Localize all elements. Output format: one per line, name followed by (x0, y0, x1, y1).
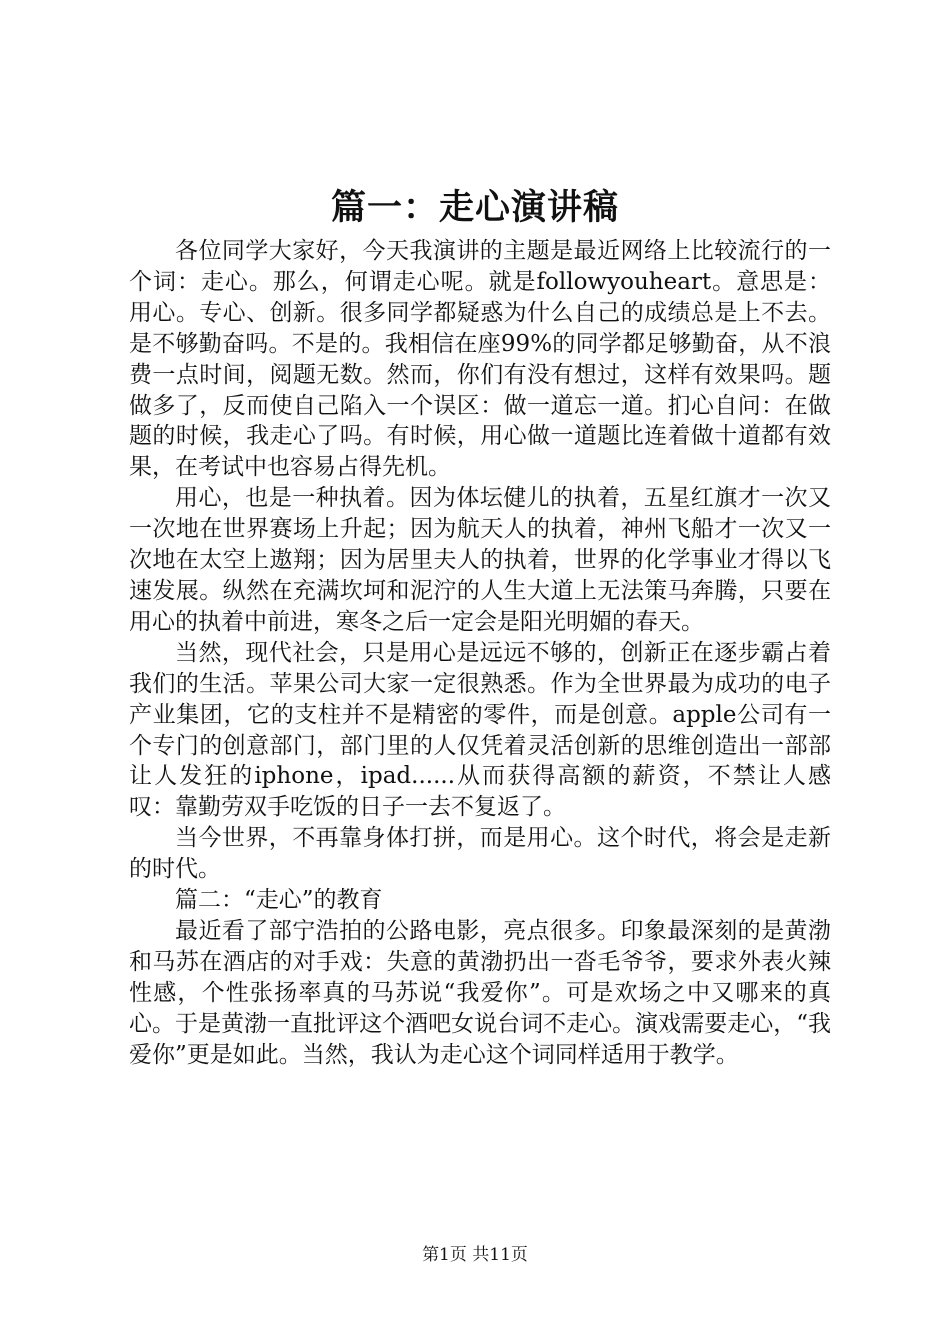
page-footer: 第1页 共11页 (422, 1245, 528, 1265)
document-body (129, 236, 831, 1070)
paragraph: 用心，也是一种执着。因为体坛健儿的执着，五星红旗才一次又一次地在世界赛场上升起；因为航天人的执着，神州飞船才一次又一次地在太空上遨翔；因为居里夫人的执着，世界的化学事业才得以飞速发展。纵然在充满坎坷和泥泞的人生大道上无法策马奔腾，只要在用心的执着中前进，寒冬之后一定会是阳光明媚的春天。 (129, 485, 831, 635)
document-title: 篇一：走心演讲稿 (330, 187, 619, 228)
paragraph: 各位同学大家好，今天我演讲的主题是最近网络上比较流行的一个词：走心。那么，何谓走心呢。就是followyouheart。意思是：用心。专心、创新。很多同学都疑惑为什么自己的成绩总是上不去。是不够勤奋吗。不是的。我相信在座99%的同学都足够勤奋，从不浪费一点时间，阅题无数。然而，你们有没有想过，这样有效果吗。题做多了，反而使自己陷入一个误区：做一道忘一道。扪心自问：在做题的时候，我走心了吗。有时候，用心做一道题比连着做十道都有效果，在考试中也容易占得先机。 (129, 238, 831, 481)
section-heading: 篇二：“走心”的教育 (175, 887, 383, 914)
paragraph: 当今世界，不再靠身体打拼，而是用心。这个时代，将会是走新的时代。 (129, 825, 831, 883)
paragraph: 当然，现代社会，只是用心是远远不够的，创新正在逐步霸占着我们的生活。苹果公司大家一定很熟悉。作为全世界最为成功的电子产业集团，它的支柱并不是精密的零件，而是创意。apple公司有一个专门的创意部门，部门里的人仅凭着灵活创新的思维创造出一部部让人发狂的iphone，ipad......从而获得高额的薪资，不禁让人感叹：靠勤劳双手吃饭的日子一去不复返了。 (129, 639, 831, 821)
paragraph: 最近看了部宁浩拍的公路电影，亮点很多。印象最深刻的是黄渤和马苏在酒店的对手戏：失意的黄渤扔出一沓毛爷爷，要求外表火辣性感，个性张扬率真的马苏说“我爱你”。可是欢场之中又哪来的真心。于是黄渤一直批评这个酒吧女说台词不走心。演戏需要走心，“我爱你”更是如此。当然，我认为走心这个词同样适用于教学。 (129, 917, 831, 1068)
